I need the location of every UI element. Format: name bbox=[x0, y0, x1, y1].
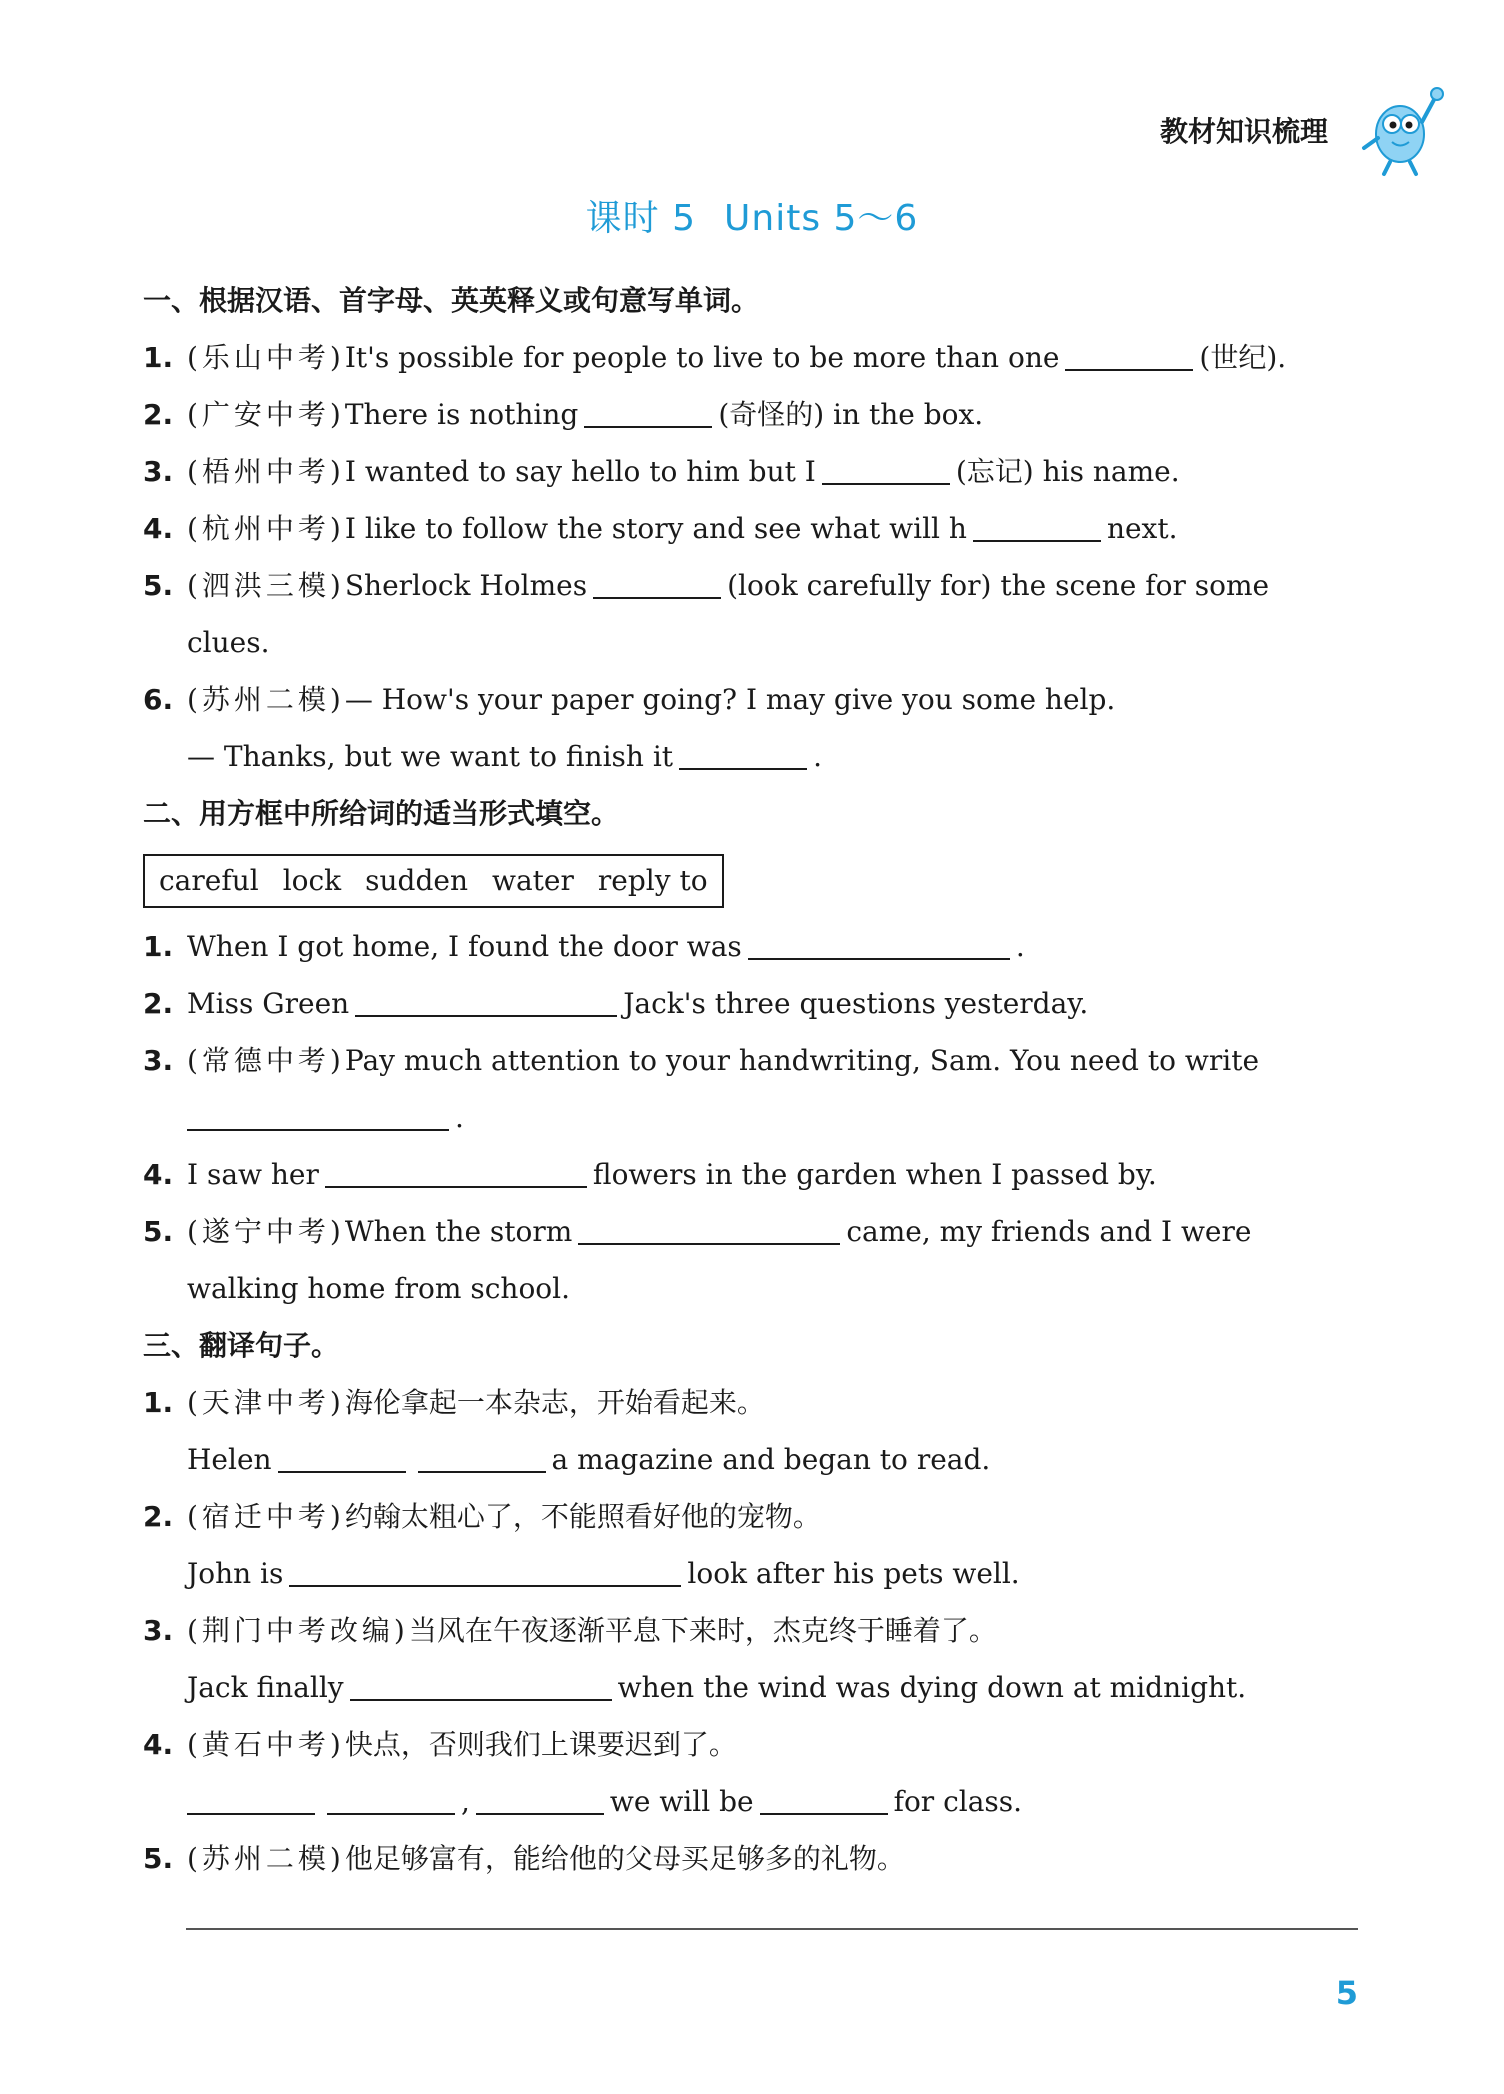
s3-item-3 bbox=[143, 1602, 1358, 1659]
item-chinese: 他足够富有，能给他的父母买足够多的礼物。 bbox=[344, 1842, 905, 1875]
lesson-units: Units 5～6 bbox=[724, 198, 919, 239]
item-number: 1. bbox=[143, 930, 174, 963]
robot-mascot-icon bbox=[1354, 82, 1446, 178]
item-text: — How's your paper going? I may give you some help. bbox=[344, 683, 1116, 716]
word-bank-wrap bbox=[143, 842, 1358, 918]
item-text: — Thanks, but we want to finish it bbox=[187, 740, 674, 773]
item-text: (奇怪的) in the box. bbox=[718, 398, 984, 431]
item-source: (梧州中考) bbox=[187, 455, 345, 488]
item-text: (look carefully for) the scene for some bbox=[727, 569, 1270, 602]
item-text: came, my friends and I were bbox=[846, 1215, 1252, 1248]
item-text: It's possible for people to live to be more than one bbox=[344, 341, 1060, 374]
item-number: 1. bbox=[143, 341, 174, 374]
item-text: look after his pets well. bbox=[687, 1557, 1020, 1590]
item-text: . bbox=[455, 1101, 464, 1134]
item-number: 2. bbox=[143, 1500, 174, 1533]
item-number: 3. bbox=[143, 1044, 174, 1077]
answer-blank[interactable] bbox=[278, 1441, 406, 1473]
item-number: 3. bbox=[143, 455, 174, 488]
item-text: for class. bbox=[893, 1785, 1023, 1818]
answer-blank[interactable] bbox=[1065, 339, 1193, 371]
item-source: (苏州二模) bbox=[187, 683, 345, 716]
s3-item-4-en bbox=[143, 1773, 1358, 1830]
answer-blank[interactable] bbox=[187, 1783, 315, 1815]
lesson-title bbox=[0, 190, 1504, 241]
answer-rule-line[interactable] bbox=[186, 1928, 1358, 1930]
item-text: There is nothing bbox=[344, 398, 579, 431]
item-chinese: 快点，否则我们上课要迟到了。 bbox=[344, 1728, 737, 1761]
s2-item-2 bbox=[143, 975, 1358, 1032]
item-text: John is bbox=[187, 1557, 284, 1590]
answer-blank[interactable] bbox=[325, 1156, 587, 1188]
section-label: 教材知识梳理 bbox=[1159, 115, 1328, 148]
answer-blank[interactable] bbox=[748, 928, 1010, 960]
item-text: Jack finally bbox=[187, 1671, 344, 1704]
item-source: (遂宁中考) bbox=[187, 1215, 345, 1248]
s2-item-3-cont bbox=[143, 1089, 1358, 1146]
item-text: Pay much attention to your handwriting, Sam. You need to write bbox=[344, 1044, 1260, 1077]
item-text: I like to follow the story and see what will h bbox=[344, 512, 967, 545]
item-text: clues. bbox=[187, 626, 270, 659]
item-number: 5. bbox=[143, 1842, 174, 1875]
item-text: . bbox=[1015, 930, 1025, 963]
answer-blank[interactable] bbox=[584, 396, 712, 428]
item-source: (广安中考) bbox=[187, 398, 345, 431]
answer-blank[interactable] bbox=[418, 1441, 546, 1473]
item-source: (泗洪三模) bbox=[187, 569, 345, 602]
item-text: Miss Green bbox=[187, 987, 350, 1020]
item-source: (宿迁中考) bbox=[187, 1500, 345, 1533]
item-source: (天津中考) bbox=[187, 1386, 345, 1419]
item-text: Jack's three questions yesterday. bbox=[623, 987, 1089, 1020]
s2-item-1 bbox=[143, 918, 1358, 975]
answer-blank[interactable] bbox=[476, 1783, 604, 1815]
s3-item-4 bbox=[143, 1716, 1358, 1773]
s2-item-3 bbox=[143, 1032, 1358, 1089]
item-chinese: 约翰太粗心了，不能照看好他的宠物。 bbox=[344, 1500, 821, 1533]
word-bank-word: lock bbox=[282, 864, 342, 897]
item-number: 2. bbox=[143, 398, 174, 431]
word-bank-word: reply to bbox=[597, 864, 708, 897]
item-text: When I got home, I found the door was bbox=[187, 930, 742, 963]
item-text: (忘记) his name. bbox=[955, 455, 1180, 488]
item-text: a magazine and began to read. bbox=[551, 1443, 991, 1476]
item-text: walking home from school. bbox=[187, 1272, 571, 1305]
answer-blank[interactable] bbox=[822, 453, 950, 485]
item-number: 5. bbox=[143, 1215, 174, 1248]
s1-item-3 bbox=[143, 443, 1358, 500]
answer-blank[interactable] bbox=[355, 985, 617, 1017]
item-source: (黄石中考) bbox=[187, 1728, 345, 1761]
s3-item-2-en bbox=[143, 1545, 1358, 1602]
item-text: flowers in the garden when I passed by. bbox=[592, 1158, 1157, 1191]
item-source: (常德中考) bbox=[187, 1044, 345, 1077]
item-text: when the wind was dying down at midnight. bbox=[617, 1671, 1247, 1704]
item-number: 3. bbox=[143, 1614, 174, 1647]
word-bank-word: careful bbox=[159, 864, 259, 897]
s1-item-2 bbox=[143, 386, 1358, 443]
s3-item-1-en bbox=[143, 1431, 1358, 1488]
answer-blank[interactable] bbox=[289, 1555, 681, 1587]
s3-item-1 bbox=[143, 1374, 1358, 1431]
item-source: (乐山中考) bbox=[187, 341, 345, 374]
item-source: (苏州二模) bbox=[187, 1842, 345, 1875]
item-text: . bbox=[813, 740, 822, 773]
s2-item-5-cont bbox=[143, 1260, 1358, 1317]
item-text: next. bbox=[1106, 512, 1178, 545]
s1-item-6 bbox=[143, 671, 1358, 728]
answer-blank[interactable] bbox=[327, 1783, 455, 1815]
item-text: , bbox=[461, 1785, 470, 1818]
item-source: (荆门中考改编) bbox=[187, 1614, 409, 1647]
word-bank-word: water bbox=[492, 864, 574, 897]
item-number: 4. bbox=[143, 1158, 174, 1191]
word-bank-word: sudden bbox=[365, 864, 469, 897]
s1-item-5-cont bbox=[143, 614, 1358, 671]
item-text: I wanted to say hello to him but I bbox=[344, 455, 816, 488]
item-chinese: 当风在午夜逐渐平息下来时，杰克终于睡着了。 bbox=[408, 1614, 997, 1647]
s2-item-4 bbox=[143, 1146, 1358, 1203]
page-number: 5 bbox=[1335, 1974, 1358, 2012]
item-text: Sherlock Holmes bbox=[344, 569, 588, 602]
word-bank-box bbox=[143, 854, 724, 908]
item-number: 6. bbox=[143, 683, 174, 716]
section-3-heading: 三、翻译句子。 bbox=[143, 1329, 340, 1362]
s2-item-5 bbox=[143, 1203, 1358, 1260]
answer-blank[interactable] bbox=[350, 1669, 612, 1701]
item-chinese: 海伦拿起一本杂志，开始看起来。 bbox=[344, 1386, 765, 1419]
item-text: When the storm bbox=[344, 1215, 573, 1248]
item-text: Helen bbox=[187, 1443, 272, 1476]
section-2-heading: 二、用方框中所给词的适当形式填空。 bbox=[143, 797, 620, 830]
answer-blank[interactable] bbox=[593, 567, 721, 599]
answer-blank[interactable] bbox=[187, 1099, 449, 1131]
item-number: 2. bbox=[143, 987, 174, 1020]
s3-item-2 bbox=[143, 1488, 1358, 1545]
s1-item-1 bbox=[143, 329, 1358, 386]
s3-item-5 bbox=[143, 1830, 1358, 1887]
answer-blank[interactable] bbox=[760, 1783, 888, 1815]
s3-item-3-en bbox=[143, 1659, 1358, 1716]
s1-item-6-reply bbox=[143, 728, 1358, 785]
s1-item-5 bbox=[143, 557, 1358, 614]
item-text: (世纪). bbox=[1199, 341, 1287, 374]
item-number: 4. bbox=[143, 512, 174, 545]
answer-blank[interactable] bbox=[973, 510, 1101, 542]
s1-item-4 bbox=[143, 500, 1358, 557]
item-text: we will be bbox=[609, 1785, 754, 1818]
item-number: 4. bbox=[143, 1728, 174, 1761]
item-source: (杭州中考) bbox=[187, 512, 345, 545]
item-text: I saw her bbox=[187, 1158, 319, 1191]
section-1-heading: 一、根据汉语、首字母、英英释义或句意写单词。 bbox=[143, 284, 760, 317]
lesson-number: 课时 5 bbox=[585, 198, 697, 239]
item-number: 1. bbox=[143, 1386, 174, 1419]
answer-blank[interactable] bbox=[578, 1213, 840, 1245]
item-number: 5. bbox=[143, 569, 174, 602]
answer-blank[interactable] bbox=[679, 738, 807, 770]
exercise-content bbox=[143, 272, 1358, 1887]
